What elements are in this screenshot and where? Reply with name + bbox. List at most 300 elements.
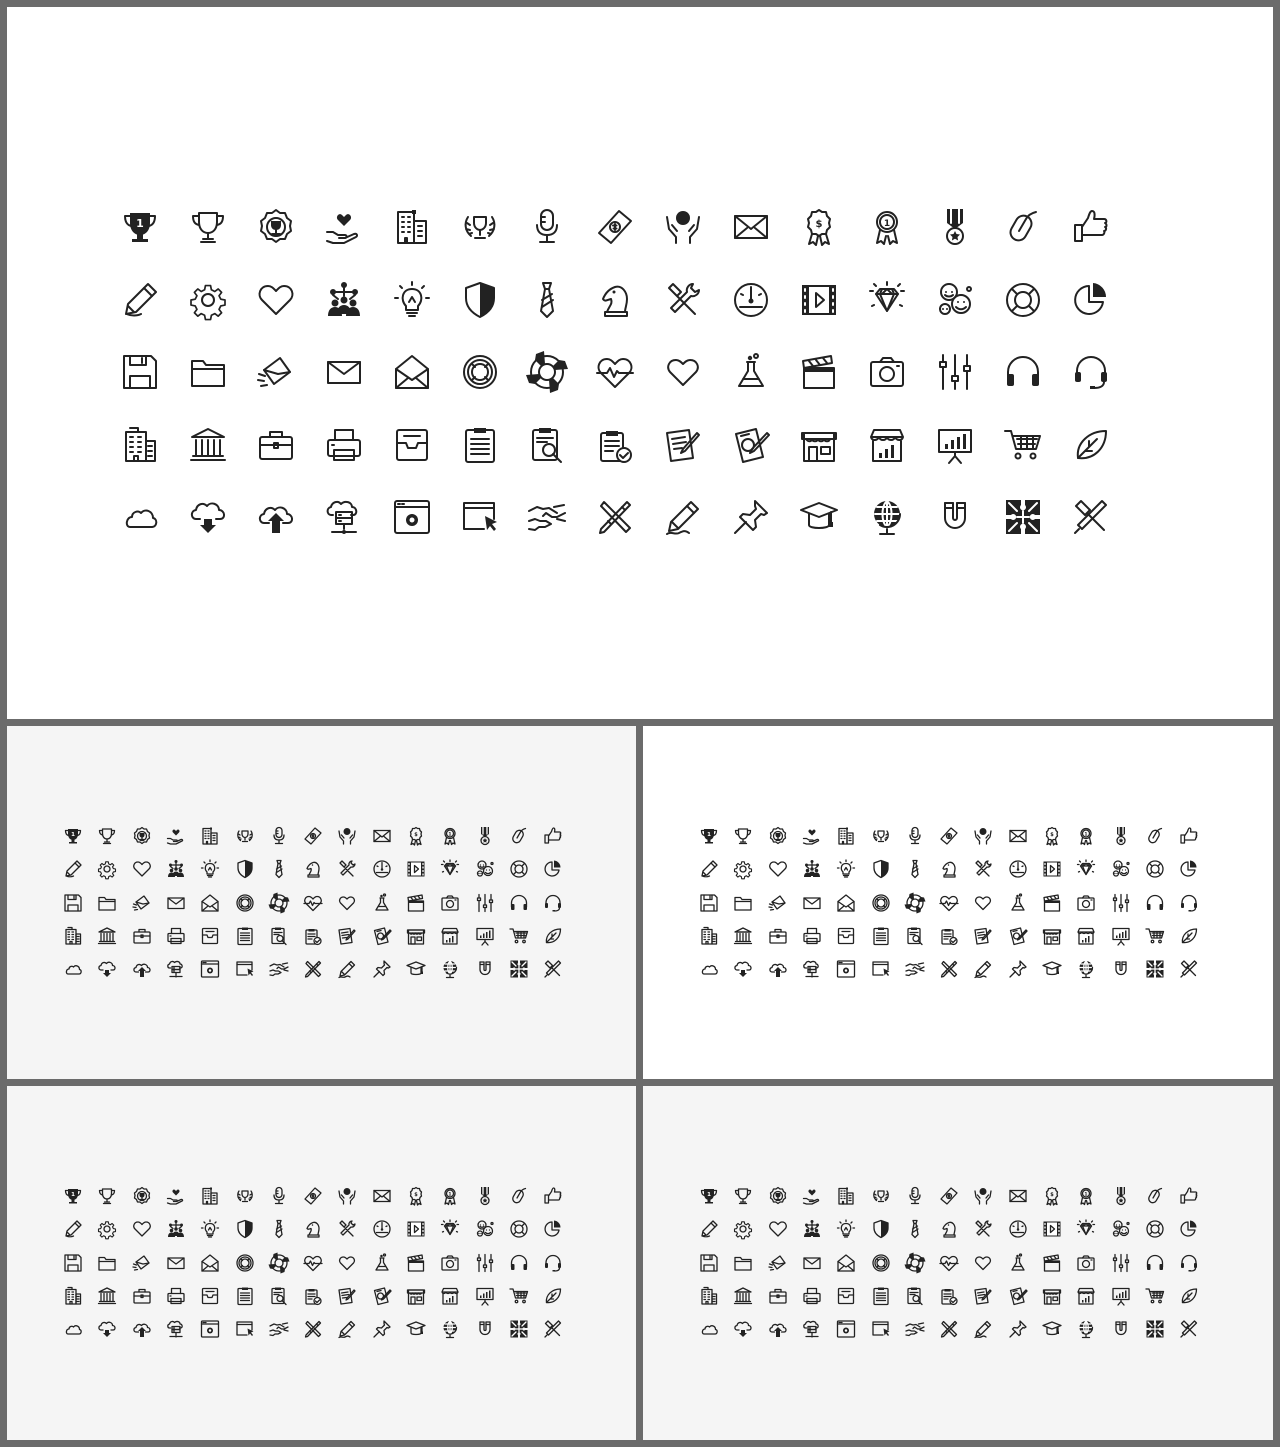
svg-text:1: 1 (136, 217, 144, 230)
lifebuoy-icon (1003, 280, 1043, 320)
dollar-award-ribbon-icon (406, 826, 426, 846)
pencil-icon (120, 280, 160, 320)
cloud-icon (63, 959, 83, 979)
mail-envelope-icon (1008, 1186, 1028, 1206)
browser-cursor-icon (235, 1319, 255, 1339)
lightbulb-icon (200, 1219, 220, 1239)
hands-holding-ball-icon (337, 826, 357, 846)
equalizer-sliders-icon (935, 352, 975, 392)
clapperboard-icon (406, 893, 426, 913)
heart-icon (256, 280, 296, 320)
money-banknote-icon (303, 826, 323, 846)
buildings-icon (392, 207, 432, 247)
heart-in-hand-icon (166, 1186, 186, 1206)
slide-thumbnail-bottom-right[interactable] (643, 1086, 1273, 1440)
globe-stand-icon (1076, 1319, 1096, 1339)
hands-holding-ball-icon (973, 826, 993, 846)
browser-cursor-icon (871, 959, 891, 979)
settings-window-icon (836, 959, 856, 979)
office-building-icon (63, 926, 83, 946)
svg-text:$: $ (414, 1192, 418, 1198)
graduation-cap-icon (406, 1319, 426, 1339)
floppy-disk-icon (699, 893, 719, 913)
trophy-first-icon (699, 826, 719, 846)
camera-icon (440, 893, 460, 913)
clipboard-list-icon (871, 1286, 891, 1306)
graduation-cap-icon (1042, 959, 1062, 979)
microphone-icon (269, 826, 289, 846)
trophy-icon (733, 1186, 753, 1206)
pushpin-icon (1008, 959, 1028, 979)
headset-icon (543, 893, 563, 913)
microphone-icon (905, 826, 925, 846)
puzzle-pieces-icon (509, 959, 529, 979)
shield-icon (460, 280, 500, 320)
chess-knight-icon (939, 1219, 959, 1239)
trophy-icon (733, 826, 753, 846)
printer-icon (166, 926, 186, 946)
svg-text:1: 1 (1084, 832, 1088, 838)
briefcase-icon (132, 926, 152, 946)
crossed-tools-icon (303, 959, 323, 979)
first-place-ribbon-icon (867, 207, 907, 247)
first-place-ribbon-icon (1076, 1186, 1096, 1206)
dollar-award-ribbon-icon (406, 1186, 426, 1206)
shop-chart-icon (1076, 926, 1096, 946)
laurel-trophy-icon (871, 1186, 891, 1206)
clipboard-search-icon (269, 926, 289, 946)
pie-chart-icon (543, 1219, 563, 1239)
notepad-pen-icon (973, 1286, 993, 1306)
folder-icon (97, 1253, 117, 1273)
leaf-icon (1179, 1286, 1199, 1306)
shop-chart-icon (440, 1286, 460, 1306)
hammer-tools-icon (1071, 497, 1111, 537)
storefront-icon (406, 1286, 426, 1306)
slide-thumbnail-top-right[interactable] (643, 726, 1273, 1079)
globe-stand-icon (440, 959, 460, 979)
lifebuoy-ring-icon (871, 893, 891, 913)
hammer-tools-icon (543, 1319, 563, 1339)
film-play-icon (1042, 1219, 1062, 1239)
notepad-pen-icon (337, 926, 357, 946)
lifebuoy-striped-icon (269, 1253, 289, 1273)
speedometer-icon (372, 1219, 392, 1239)
computer-mouse-icon (1145, 826, 1165, 846)
cloud-download-icon (97, 959, 117, 979)
pencil-icon (63, 859, 83, 879)
film-play-icon (406, 1219, 426, 1239)
clipboard-search-icon (905, 1286, 925, 1306)
folder-icon (97, 893, 117, 913)
svg-text:1: 1 (883, 219, 891, 229)
slide-thumbnail-top-left[interactable] (7, 726, 636, 1079)
graduation-cap-icon (799, 497, 839, 537)
clipboard-search-icon (527, 425, 567, 465)
heart-outline-icon (663, 352, 703, 392)
bank-icon (97, 1286, 117, 1306)
necktie-icon (269, 1219, 289, 1239)
heart-icon (768, 859, 788, 879)
pie-chart-icon (1179, 1219, 1199, 1239)
slide-thumbnail-bottom-left[interactable] (7, 1086, 636, 1440)
headset-icon (1179, 1253, 1199, 1273)
crossed-tools-icon (939, 959, 959, 979)
trophy-badge-icon (132, 1186, 152, 1206)
cloud-upload-icon (132, 959, 152, 979)
trophy-badge-icon (132, 826, 152, 846)
dollar-award-ribbon-icon (799, 207, 839, 247)
military-medal-icon (475, 826, 495, 846)
necktie-icon (905, 859, 925, 879)
handshake-icon (269, 959, 289, 979)
heartbeat-icon (303, 893, 323, 913)
magnet-icon (475, 959, 495, 979)
magnet-icon (1111, 959, 1131, 979)
lifebuoy-ring-icon (235, 1253, 255, 1273)
thumbs-up-icon (543, 1186, 563, 1206)
folder-icon (733, 893, 753, 913)
svg-text:$: $ (1050, 832, 1054, 838)
headphones-icon (1145, 1253, 1165, 1273)
laurel-trophy-icon (460, 207, 500, 247)
trophy-badge-icon (256, 207, 296, 247)
envelope-icon (166, 893, 186, 913)
cloud-server-icon (324, 497, 364, 537)
svg-text:$: $ (414, 832, 418, 838)
inbox-tray-icon (200, 926, 220, 946)
speedometer-icon (1008, 859, 1028, 879)
heart-outline-icon (337, 893, 357, 913)
folder-icon (733, 1253, 753, 1273)
first-place-ribbon-icon (440, 826, 460, 846)
trophy-icon (188, 207, 228, 247)
lab-flask-icon (1008, 893, 1028, 913)
film-play-icon (1042, 859, 1062, 879)
document-edit-icon (1008, 1286, 1028, 1306)
trophy-first-icon (120, 207, 160, 247)
computer-mouse-icon (509, 826, 529, 846)
settings-window-icon (836, 1319, 856, 1339)
globe-stand-icon (440, 1319, 460, 1339)
camera-icon (1076, 893, 1096, 913)
office-building-icon (699, 1286, 719, 1306)
military-medal-icon (935, 207, 975, 247)
film-play-icon (406, 859, 426, 879)
leaf-icon (1179, 926, 1199, 946)
graduation-cap-icon (406, 959, 426, 979)
hammer-tools-icon (543, 959, 563, 979)
printer-icon (802, 1286, 822, 1306)
military-medal-icon (475, 1186, 495, 1206)
hammer-wrench-icon (973, 859, 993, 879)
laurel-trophy-icon (871, 826, 891, 846)
bank-icon (733, 926, 753, 946)
team-network-icon (324, 280, 364, 320)
hammer-wrench-icon (337, 1219, 357, 1239)
presentation-board-icon (475, 926, 495, 946)
svg-text:$: $ (815, 219, 823, 230)
cloud-icon (699, 959, 719, 979)
clapperboard-icon (406, 1253, 426, 1273)
clipboard-search-icon (269, 1286, 289, 1306)
chess-knight-icon (939, 859, 959, 879)
clipboard-list-icon (460, 425, 500, 465)
heart-in-hand-icon (802, 1186, 822, 1206)
paper-plane-envelope-icon (768, 1253, 788, 1273)
office-building-icon (120, 425, 160, 465)
heart-in-hand-icon (324, 207, 364, 247)
laurel-trophy-icon (235, 826, 255, 846)
heart-in-hand-icon (166, 826, 186, 846)
shield-icon (871, 1219, 891, 1239)
cloud-icon (63, 1319, 83, 1339)
cloud-server-icon (166, 1319, 186, 1339)
heart-icon (132, 859, 152, 879)
gear-icon (188, 280, 228, 320)
floppy-disk-icon (699, 1253, 719, 1273)
crossed-tools-icon (595, 497, 635, 537)
pie-chart-icon (543, 859, 563, 879)
clipboard-search-icon (905, 926, 925, 946)
inbox-tray-icon (836, 926, 856, 946)
slide-main-large-icons[interactable] (7, 7, 1273, 719)
mail-envelope-icon (372, 1186, 392, 1206)
hammer-tools-icon (1179, 959, 1199, 979)
crossed-tools-icon (939, 1319, 959, 1339)
money-banknote-icon (595, 207, 635, 247)
mail-envelope-icon (1008, 826, 1028, 846)
browser-cursor-icon (460, 497, 500, 537)
emoji-faces-icon (475, 1219, 495, 1239)
pushpin-icon (1008, 1319, 1028, 1339)
clipboard-list-icon (235, 926, 255, 946)
pushpin-icon (731, 497, 771, 537)
chess-knight-icon (595, 280, 635, 320)
storefront-icon (1042, 926, 1062, 946)
lightbulb-icon (836, 859, 856, 879)
printer-icon (802, 926, 822, 946)
speedometer-icon (372, 859, 392, 879)
pen-signature-icon (337, 959, 357, 979)
magnet-icon (935, 497, 975, 537)
emoji-faces-icon (1111, 1219, 1131, 1239)
settings-window-icon (200, 1319, 220, 1339)
bank-icon (97, 926, 117, 946)
military-medal-icon (1111, 826, 1131, 846)
cloud-upload-icon (768, 959, 788, 979)
briefcase-icon (256, 425, 296, 465)
mail-envelope-icon (372, 826, 392, 846)
paper-plane-envelope-icon (132, 893, 152, 913)
clipboard-list-icon (871, 926, 891, 946)
cloud-server-icon (802, 959, 822, 979)
heart-outline-icon (973, 1253, 993, 1273)
thumbs-up-icon (1179, 1186, 1199, 1206)
team-network-icon (802, 859, 822, 879)
speedometer-icon (1008, 1219, 1028, 1239)
headphones-icon (509, 1253, 529, 1273)
settings-window-icon (200, 959, 220, 979)
clipboard-check-icon (303, 1286, 323, 1306)
cloud-upload-icon (132, 1319, 152, 1339)
inbox-tray-icon (836, 1286, 856, 1306)
military-medal-icon (1111, 1186, 1131, 1206)
heart-in-hand-icon (802, 826, 822, 846)
clipboard-check-icon (939, 1286, 959, 1306)
shop-chart-icon (1076, 1286, 1096, 1306)
paper-plane-envelope-icon (768, 893, 788, 913)
money-banknote-icon (939, 1186, 959, 1206)
open-envelope-icon (836, 893, 856, 913)
heartbeat-icon (303, 1253, 323, 1273)
emoji-faces-icon (475, 859, 495, 879)
necktie-icon (905, 1219, 925, 1239)
browser-cursor-icon (871, 1319, 891, 1339)
heartbeat-icon (939, 1253, 959, 1273)
heart-icon (768, 1219, 788, 1239)
gear-icon (733, 1219, 753, 1239)
lab-flask-icon (372, 1253, 392, 1273)
hands-holding-ball-icon (663, 207, 703, 247)
magnet-icon (1111, 1319, 1131, 1339)
trophy-badge-icon (768, 1186, 788, 1206)
equalizer-sliders-icon (475, 893, 495, 913)
notepad-pen-icon (337, 1286, 357, 1306)
lifebuoy-ring-icon (235, 893, 255, 913)
puzzle-pieces-icon (509, 1319, 529, 1339)
cloud-download-icon (188, 497, 228, 537)
notepad-pen-icon (663, 425, 703, 465)
envelope-icon (802, 1253, 822, 1273)
open-envelope-icon (200, 1253, 220, 1273)
heartbeat-icon (939, 893, 959, 913)
emoji-faces-icon (935, 280, 975, 320)
cloud-download-icon (97, 1319, 117, 1339)
lifebuoy-icon (509, 859, 529, 879)
handshake-icon (527, 497, 567, 537)
hammer-tools-icon (1179, 1319, 1199, 1339)
shop-chart-icon (440, 926, 460, 946)
headphones-icon (1145, 893, 1165, 913)
hammer-wrench-icon (973, 1219, 993, 1239)
pen-signature-icon (973, 959, 993, 979)
pencil-icon (63, 1219, 83, 1239)
gear-icon (733, 859, 753, 879)
storefront-icon (406, 926, 426, 946)
lab-flask-icon (731, 352, 771, 392)
leaf-icon (543, 1286, 563, 1306)
laurel-trophy-icon (235, 1186, 255, 1206)
globe-stand-icon (1076, 959, 1096, 979)
chess-knight-icon (303, 859, 323, 879)
open-envelope-icon (392, 352, 432, 392)
office-building-icon (699, 926, 719, 946)
lightbulb-icon (836, 1219, 856, 1239)
buildings-icon (836, 1186, 856, 1206)
svg-text:1: 1 (1084, 1192, 1088, 1198)
trophy-badge-icon (768, 826, 788, 846)
diamond-icon (440, 1219, 460, 1239)
shopping-cart-icon (1145, 1286, 1165, 1306)
cloud-upload-icon (256, 497, 296, 537)
document-edit-icon (372, 1286, 392, 1306)
puzzle-pieces-icon (1145, 959, 1165, 979)
cloud-download-icon (733, 959, 753, 979)
trophy-icon (97, 826, 117, 846)
trophy-first-icon (63, 1186, 83, 1206)
speedometer-icon (731, 280, 771, 320)
shopping-cart-icon (509, 1286, 529, 1306)
diamond-icon (867, 280, 907, 320)
hammer-wrench-icon (337, 859, 357, 879)
lifebuoy-striped-icon (905, 893, 925, 913)
team-network-icon (166, 859, 186, 879)
lifebuoy-ring-icon (871, 1253, 891, 1273)
camera-icon (1076, 1253, 1096, 1273)
clapperboard-icon (1042, 1253, 1062, 1273)
equalizer-sliders-icon (475, 1253, 495, 1273)
first-place-ribbon-icon (440, 1186, 460, 1206)
cloud-server-icon (166, 959, 186, 979)
cloud-icon (699, 1319, 719, 1339)
lifebuoy-striped-icon (269, 893, 289, 913)
computer-mouse-icon (509, 1186, 529, 1206)
presentation-board-icon (1111, 926, 1131, 946)
puzzle-pieces-icon (1145, 1319, 1165, 1339)
pen-signature-icon (337, 1319, 357, 1339)
emoji-faces-icon (1111, 859, 1131, 879)
lab-flask-icon (372, 893, 392, 913)
lightbulb-icon (200, 859, 220, 879)
svg-text:1: 1 (71, 832, 75, 838)
first-place-ribbon-icon (1076, 826, 1096, 846)
buildings-icon (200, 1186, 220, 1206)
bank-icon (188, 425, 228, 465)
handshake-icon (905, 959, 925, 979)
lifebuoy-icon (1145, 859, 1165, 879)
paper-plane-envelope-icon (256, 352, 296, 392)
pen-signature-icon (663, 497, 703, 537)
cloud-upload-icon (768, 1319, 788, 1339)
bank-icon (733, 1286, 753, 1306)
pushpin-icon (372, 1319, 392, 1339)
buildings-icon (200, 826, 220, 846)
headphones-icon (1003, 352, 1043, 392)
lightbulb-icon (392, 280, 432, 320)
paper-plane-envelope-icon (132, 1253, 152, 1273)
money-banknote-icon (303, 1186, 323, 1206)
pushpin-icon (372, 959, 392, 979)
document-edit-icon (372, 926, 392, 946)
storefront-icon (1042, 1286, 1062, 1306)
headphones-icon (509, 893, 529, 913)
crossed-tools-icon (303, 1319, 323, 1339)
briefcase-icon (768, 926, 788, 946)
clapperboard-icon (1042, 893, 1062, 913)
microphone-icon (269, 1186, 289, 1206)
mail-envelope-icon (731, 207, 771, 247)
pie-chart-icon (1179, 859, 1199, 879)
shield-icon (235, 1219, 255, 1239)
heartbeat-icon (595, 352, 635, 392)
lifebuoy-ring-icon (460, 352, 500, 392)
lifebuoy-icon (1145, 1219, 1165, 1239)
cloud-icon (120, 497, 160, 537)
shop-chart-icon (867, 425, 907, 465)
money-banknote-icon (939, 826, 959, 846)
diamond-icon (1076, 1219, 1096, 1239)
